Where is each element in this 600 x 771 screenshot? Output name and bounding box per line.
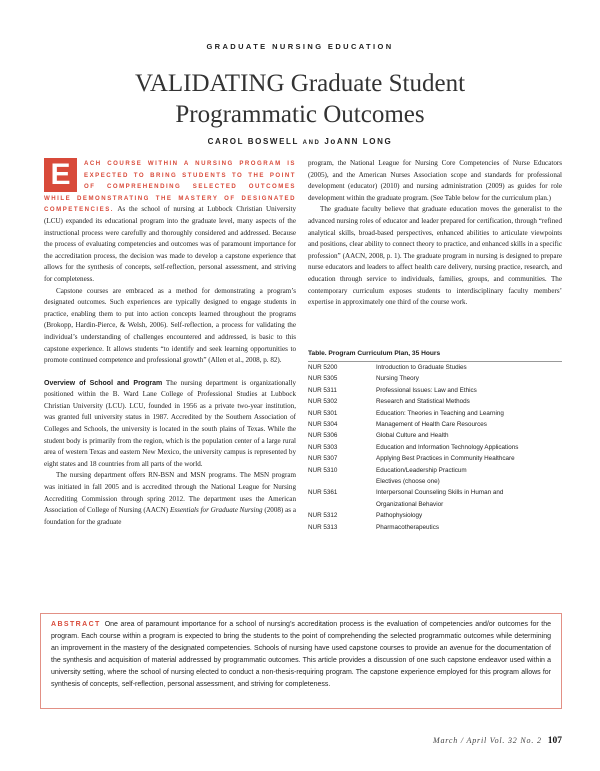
article-title [60,68,540,130]
title-line-2: Programmatic Outcomes [175,101,425,128]
abstract-box [40,613,562,709]
course-title: Electives (choose one) [376,478,440,486]
abstract-label: ABSTRACT [51,621,101,628]
faculty-paragraph: The graduate faculty believe that graduate education moves the generalist to the advanced nursing roles of educator and leader prepared for certification, through “refined analytical skills, broad-based perspectives, enhanced abilities to articulate viewpoints and positions, clear ability to connect theory to practice, and enhanced skills in a specific profession” (AACN, 2008, p. 1). The graduate program in nursing is designed to prepare nurse educators and leaders to affect health care delivery, nursing practice, research, and education through service to individuals, families, groups, and communities. The contemporary curriculum exposes students to interdisciplinary faculty members’ expertise in approximately one third of the course work. [308,205,562,307]
course-title: Interpersonal Counseling Skills in Human and [376,489,504,497]
course-title: Research and Statistical Methods [376,398,470,406]
course-code: NUR 5311 [308,386,337,394]
table-row [308,476,562,487]
course-title: Global Culture and Health [376,432,449,440]
course-title: Introduction to Graduate Studies [376,364,467,371]
program-text: The nursing department offers RN-BSN and MSN programs. The MSN program was initiated in fall 2005 and is accredited through the National League for Nursing Accrediting Commission through spring 2012. The department uses the American Association of College of Nursing (AACN) [44,471,296,515]
overview-paragraph [44,378,296,471]
table-row [308,396,562,407]
course-code: NUR 5302 [308,398,338,406]
course-title: Professional Issues: Law and Ethics [376,386,477,394]
course-title: Nursing Theory [376,375,419,383]
table-row [308,465,562,476]
intro-paragraph [44,158,296,286]
author-conjunction: AND [302,140,321,146]
course-title: Organizational Behavior [376,500,444,508]
course-code: NUR 5361 [308,489,338,497]
table-row [308,510,562,521]
overview-text: The nursing department is organizationally positioned within the B. Ward Lane College of Professional Studies at Lubbock Christian University (LCU). LCU, founded in 1956 as a private two-year institution, was granted full university status in 1987. Accredited by the Southern Association of Colleges and Schools, the university is located in the south plains of Texas. While the student body is primarily from the region, which is the population center of a large rural area of western Texas and eastern New Mexico, the university campus is represented by eight states and 18 countries from all parts of the world. [44,378,296,468]
course-title: Pharmacotherapeutics [376,523,440,531]
table-row [308,453,562,464]
course-code [308,476,376,487]
continuation-paragraph: program, the National League for Nursing Core Competencies of Nurse Educators (2005), and the American Nurses Association scope and standards for professional development (educator) (2010) and nursing administration (2009) as guides for role development within the graduate program. (See Table below for the curriculum plan.) [308,159,562,202]
course-code: NUR 5305 [308,375,338,383]
course-code: NUR 5304 [308,421,338,429]
course-code: NUR 5312 [308,512,338,520]
title-line-1: VALIDATING Graduate Student [134,70,466,97]
intro-body: As the school of nursing at Lubbock Christian University (LCU) expanded its educational program into the graduate level, many aspects of the instructional process were carefully and thoroughly considered and addressed. Because the process of evaluating competencies and outcomes was of paramount importance for the accreditation process, the decision was made to develop a capstone experience that allows for the synthesis of concepts, self-reflection, personal assessment, and striving for completeness. [44,205,296,283]
table-row [308,419,562,430]
right-column [308,158,562,309]
course-code: NUR 5313 [308,523,338,531]
section-label: GRADUATE NURSING EDUCATION [206,42,394,51]
table-row [308,408,562,419]
course-code [308,499,376,510]
capstone-paragraph: Capstone courses are embraced as a method for demonstrating a program’s designated outcomes. Such experiences are typically designed to engage students in practice, enabling them to put into action concepts learned throughout the programs (Brokopp, Hardin-Pierce, & Welsh, 2006). Self-reflection, a process for validating the individual’s understanding of challenges encountered and addressed, is basic to this capstone experience. It allows students “to identify and seek learning opportunities to promote continued competence and professional growth” (Allen et al., 2008, p. 82). [44,286,296,365]
table-row [308,373,562,384]
table-body [308,361,562,533]
course-code: NUR 5307 [308,455,338,463]
program-text-end: (2008) as a foundation for the graduate [44,506,296,526]
table-row [308,442,562,453]
author-1: CAROL BOSWELL [207,137,299,146]
overview-heading: Overview of School and Program [44,379,163,387]
course-title: Pathophysiology [376,512,423,520]
table-row [308,522,562,533]
program-paragraph [44,470,296,528]
page-number: 107 [547,736,562,746]
table-row [308,487,562,498]
table-row [308,499,562,510]
abstract-text: One area of paramount importance for a school of nursing’s accreditation process is the evaluation of competencies and/or outcomes for the program. Each course within a program is expected to bring the students to the point of comprehending the selected programmatic outcomes while determining an improvement in the mastery of the designated competencies. Schools of nursing have used capstone courses to provide an avenue for the documentation of the synthesis and acquisition of material addressed by programmatic outcomes. This article provides a discussion of one such capstone endeavor used within a university setting, where the school of nursing elected to conduct a non-thesis-requiring program. The capstone experience employed for this program allows for synthesis of concepts, self-reflection, personal assessment, and striving for completeness. [51,621,551,688]
course-title: Education/Leadership Practicum [376,466,467,474]
course-code: NUR 5306 [308,432,338,440]
author-line [0,137,600,146]
table-row [308,430,562,441]
issue-info: March / April Vol. 32 No. 2 [433,736,542,745]
course-title: Applying Best Practices in Community Healthcare [376,455,515,463]
course-code: NUR 5310 [308,466,338,474]
course-title: Management of Health Care Resources [376,421,487,429]
course-code: NUR 5303 [308,443,338,451]
author-2: JoANN LONG [324,137,393,146]
curriculum-table [308,350,562,533]
course-title: Education: Theories in Teaching and Learning [376,409,504,417]
course-title: Education and Information Technology Applications [376,443,519,451]
table-row [308,361,562,373]
course-code: NUR 5200 [308,364,338,371]
lead-in-text: ACH COURSE WITHIN A NURSING PROGRAM IS EXPECTED TO BRING STUDENTS TO THE POINT OF COMPREHENDING SELECTED OUTCOMES WHILE DEMONSTRATING THE MASTERY OF DESIGNATED COMPETENCIES. [44,160,296,214]
course-code: NUR 5301 [308,409,338,417]
page-footer [433,736,562,746]
left-column [44,158,296,528]
drop-cap: E [44,158,77,192]
essentials-citation: Essentials for Graduate Nursing [169,506,263,515]
table-row [308,385,562,396]
table-title: Table. Program Curriculum Plan, 35 Hours [308,350,441,357]
